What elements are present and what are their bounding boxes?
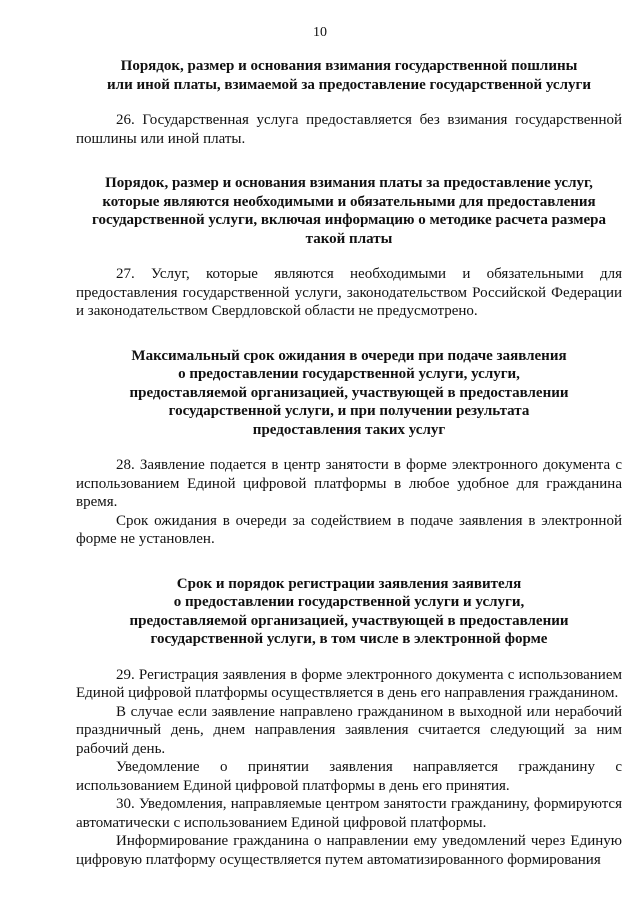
heading-line: или иной платы, взимаемой за предоставление государственной услуги: [107, 76, 591, 93]
section-heading-queue-time: [76, 347, 622, 440]
heading-line: государственной услуги, в том числе в электронной форме: [150, 631, 548, 647]
paragraph-queue-wait: Срок ожидания в очереди за содействием в подаче заявления в электронной форме не установлен.: [76, 512, 622, 547]
paragraph-27: 27. Услуг, которые являются необходимыми и обязательными для предоставления государственной услуги, законодательством Российской Федерации и законодательством Свердловской области не предусмотрено.: [76, 266, 622, 319]
heading-line: Срок и порядок регистрации заявления заявителя: [176, 575, 522, 592]
section-heading-registration: [76, 575, 622, 649]
paragraph-notification: Уведомление о принятии заявления направляется гражданину с использованием Единой цифровой платформы в день его принятия.: [76, 759, 622, 794]
document-body: [76, 57, 622, 869]
section-heading-required-services-fee: [76, 174, 622, 248]
heading-line: государственной услуги, и при получении результата: [168, 403, 530, 419]
heading-line: о предоставлении государственной услуги и услуги,: [173, 594, 525, 610]
heading-line: предоставляемой организацией, участвующей в предоставлении: [129, 384, 569, 401]
paragraph-informing: Информирование гражданина о направлении ему уведомлений через Единую цифровую платформу осуществляется путем автоматизированного формирования: [76, 833, 622, 868]
heading-line: Максимальный срок ожидания в очереди при подаче заявления: [131, 347, 567, 364]
heading-line: предоставления таких услуг: [252, 421, 446, 438]
paragraph-30: 30. Уведомления, направляемые центром занятости гражданину, формируются автоматически с использованием Единой цифровой платформы.: [76, 796, 622, 831]
heading-line: Порядок, размер и основания взимания государственной пошлины: [120, 58, 578, 74]
section-heading-fee: [76, 57, 622, 94]
heading-line: такой платы: [305, 230, 393, 247]
paragraph-29: 29. Регистрация заявления в форме электронного документа с использованием Единой цифровой платформы осуществляется в день его направления гражданином.: [76, 666, 622, 701]
paragraph-28: 28. Заявление подается в центр занятости в форме электронного документа с использованием Единой цифровой платформы в любое удобное для гражданина время.: [76, 457, 622, 510]
heading-line: о предоставлении государственной услуги, услуги,: [178, 366, 520, 382]
heading-line: государственной услуги, включая информацию о методике расчета размера: [92, 212, 606, 228]
paragraph-holiday: В случае если заявление направлено гражданином в выходной или нерабочий праздничный день, днем направления заявления считается следующий за ним рабочий день.: [76, 703, 622, 757]
heading-line: Порядок, размер и основания взимания платы за предоставление услуг,: [105, 175, 593, 191]
paragraph-26: 26. Государственная услуга предоставляется без взимания государственной пошлины или иной платы.: [76, 112, 622, 147]
heading-line: которые являются необходимыми и обязательными для предоставления: [102, 193, 596, 210]
page-number: 10: [313, 25, 327, 40]
heading-line: предоставляемой организацией, участвующей в предоставлении: [129, 612, 569, 629]
